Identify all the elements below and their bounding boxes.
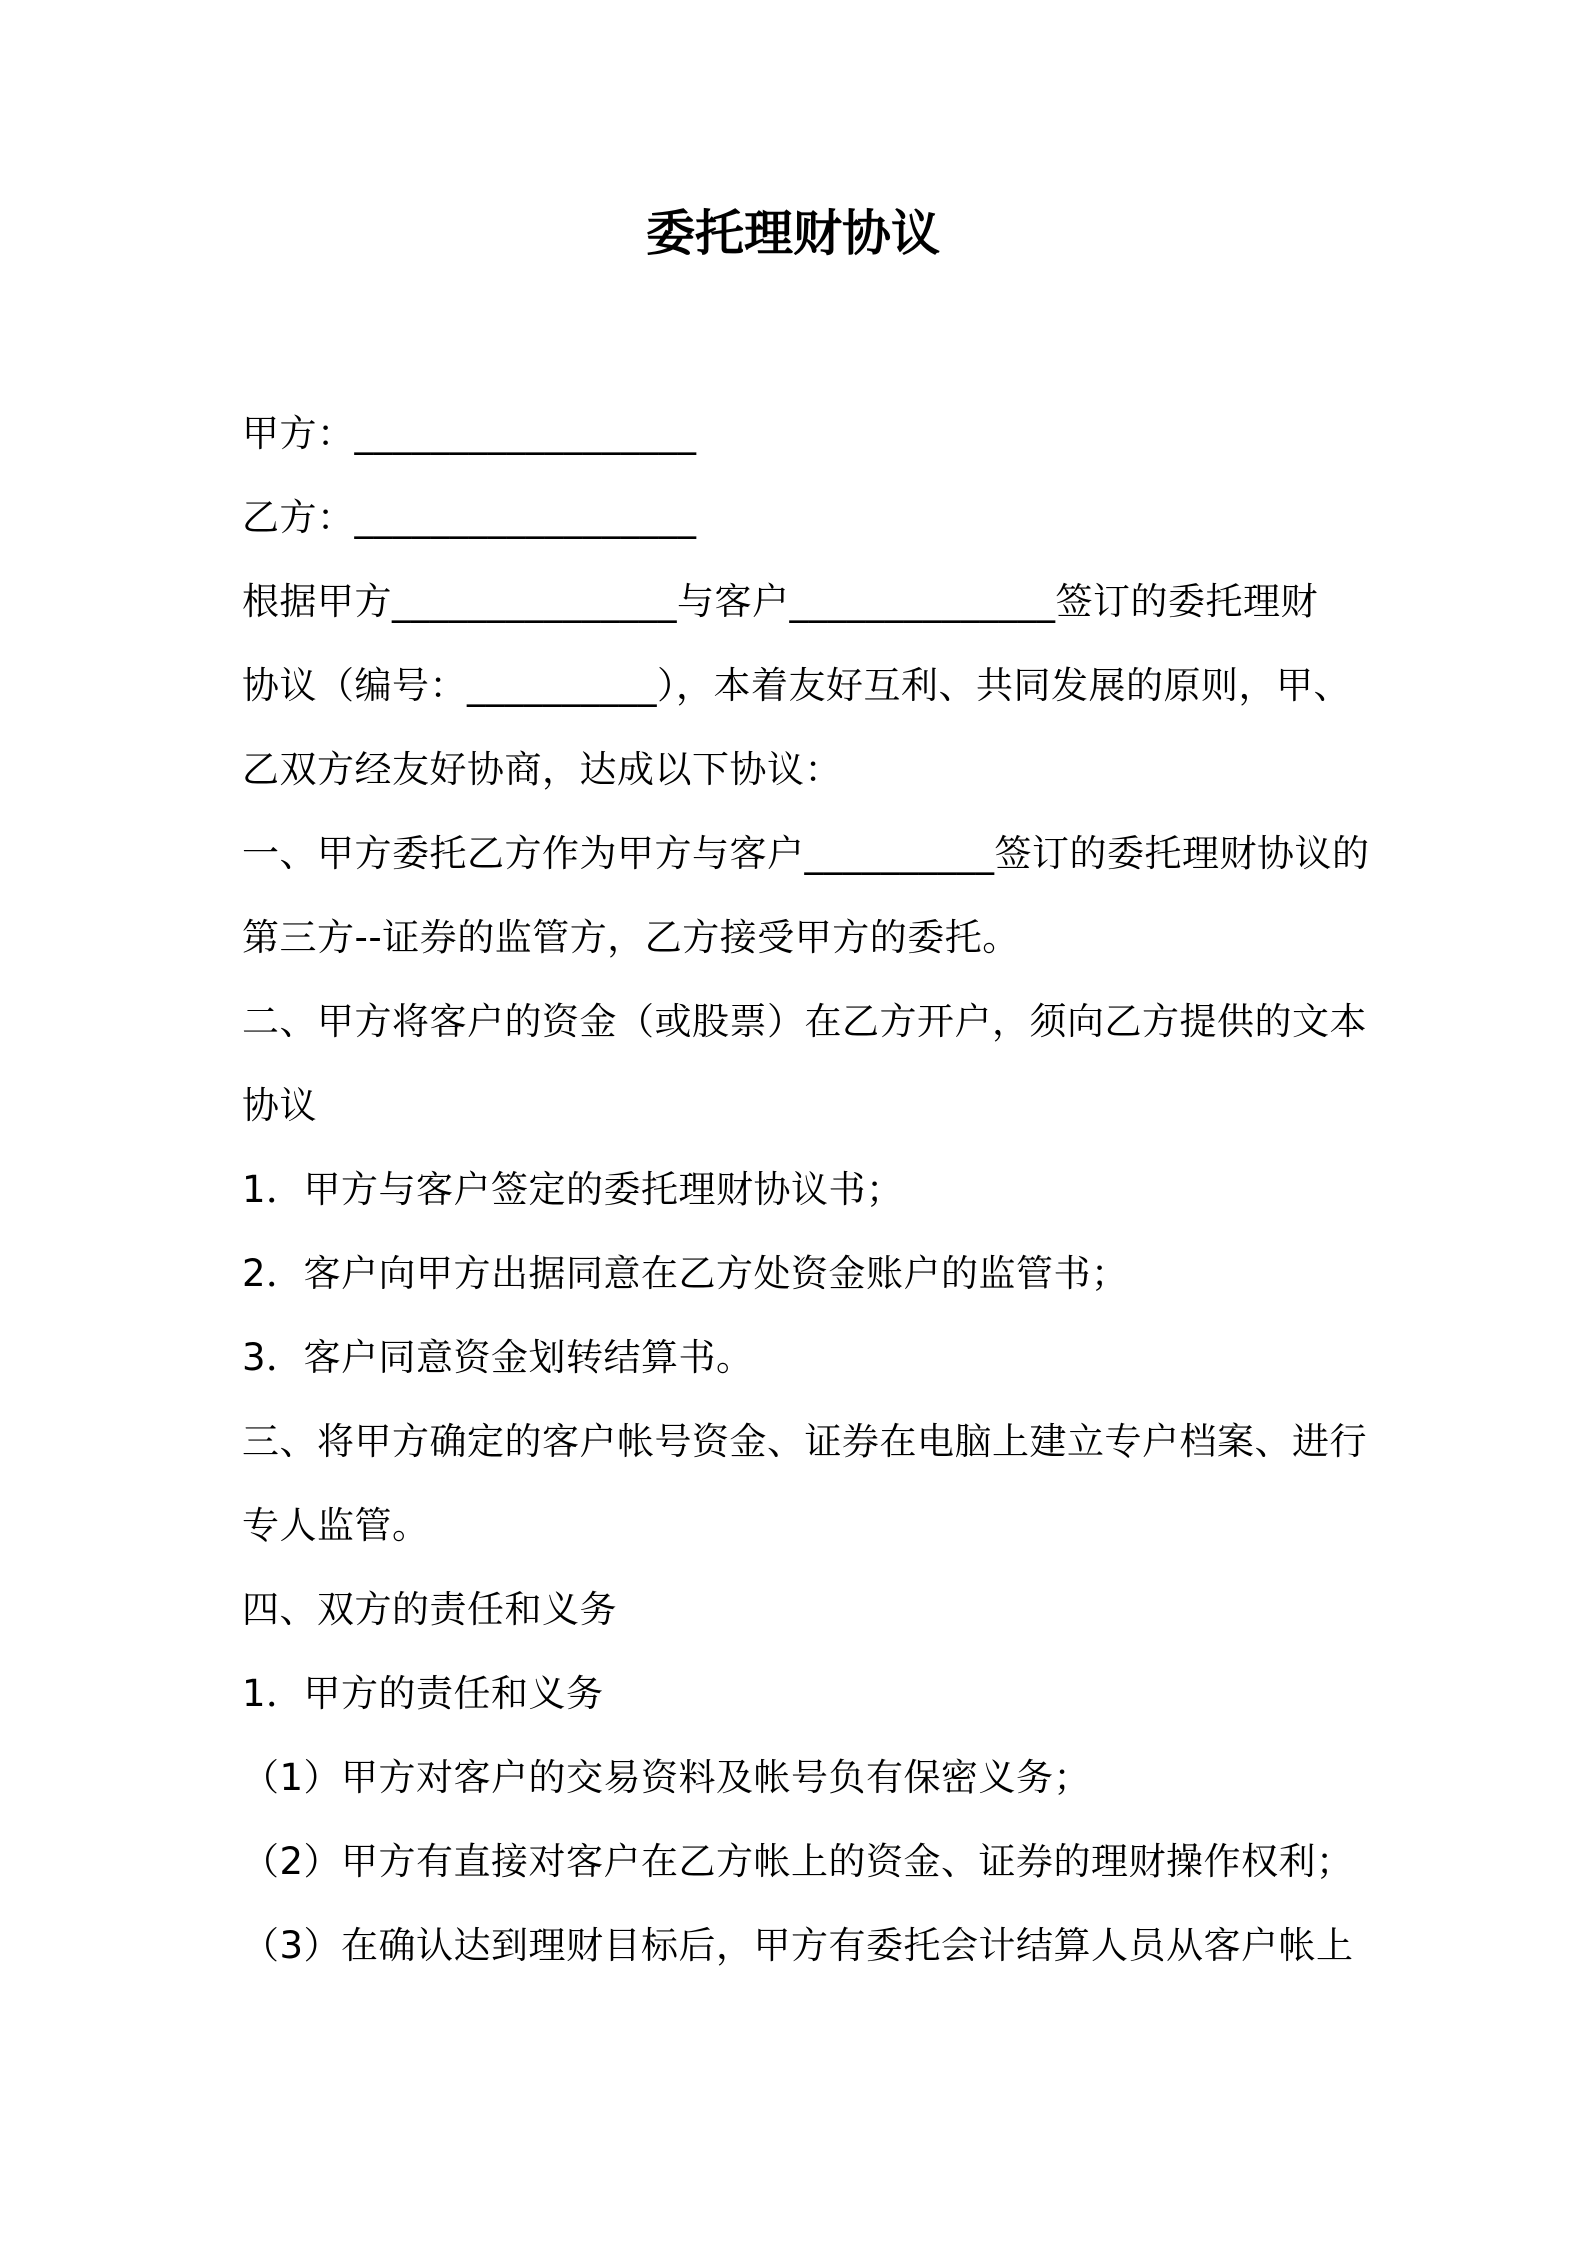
list-item: （3）在确认达到理财目标后，甲方有委托会计结算人员从客户帐上 — [242, 1924, 1354, 1967]
clause-line: 专人监管。 — [242, 1504, 430, 1547]
list-item: （2）甲方有直接对客户在乙方帐上的资金、证券的理财操作权利； — [242, 1840, 1354, 1883]
subsection-heading: 1．甲方的责任和义务 — [242, 1672, 604, 1715]
clause-line: 第三方--证券的监管方，乙方接受甲方的委托。 — [242, 916, 1020, 959]
party-b-line: 乙方：__________________ — [242, 496, 697, 539]
list-item: 3．客户同意资金划转结算书。 — [242, 1336, 754, 1379]
section-heading: 四、双方的责任和义务 — [242, 1588, 617, 1631]
clause-line: 协议 — [242, 1084, 317, 1127]
party-a-line: 甲方：__________________ — [242, 412, 697, 455]
list-item: 2．客户向甲方出据同意在乙方处资金账户的监管书； — [242, 1252, 1129, 1295]
paragraph-line: 乙双方经友好协商，达成以下协议： — [242, 748, 842, 791]
paragraph-line: 协议（编号：__________），本着友好互利、共同发展的原则，甲、 — [242, 664, 1351, 707]
list-item: 1．甲方与客户签定的委托理财协议书； — [242, 1168, 904, 1211]
list-item: （1）甲方对客户的交易资料及帐号负有保密义务； — [242, 1756, 1092, 1799]
paragraph-line: 根据甲方_______________与客户______________签订的委托理财 — [242, 580, 1318, 623]
clause-line: 三、将甲方确定的客户帐号资金、证券在电脑上建立专户档案、进行 — [242, 1420, 1367, 1463]
clause-line: 二、甲方将客户的资金（或股票）在乙方开户，须向乙方提供的文本 — [242, 1000, 1367, 1043]
document-title: 委托理财协议 — [645, 205, 940, 262]
clause-line: 一、甲方委托乙方作为甲方与客户__________签订的委托理财协议的 — [242, 832, 1370, 875]
